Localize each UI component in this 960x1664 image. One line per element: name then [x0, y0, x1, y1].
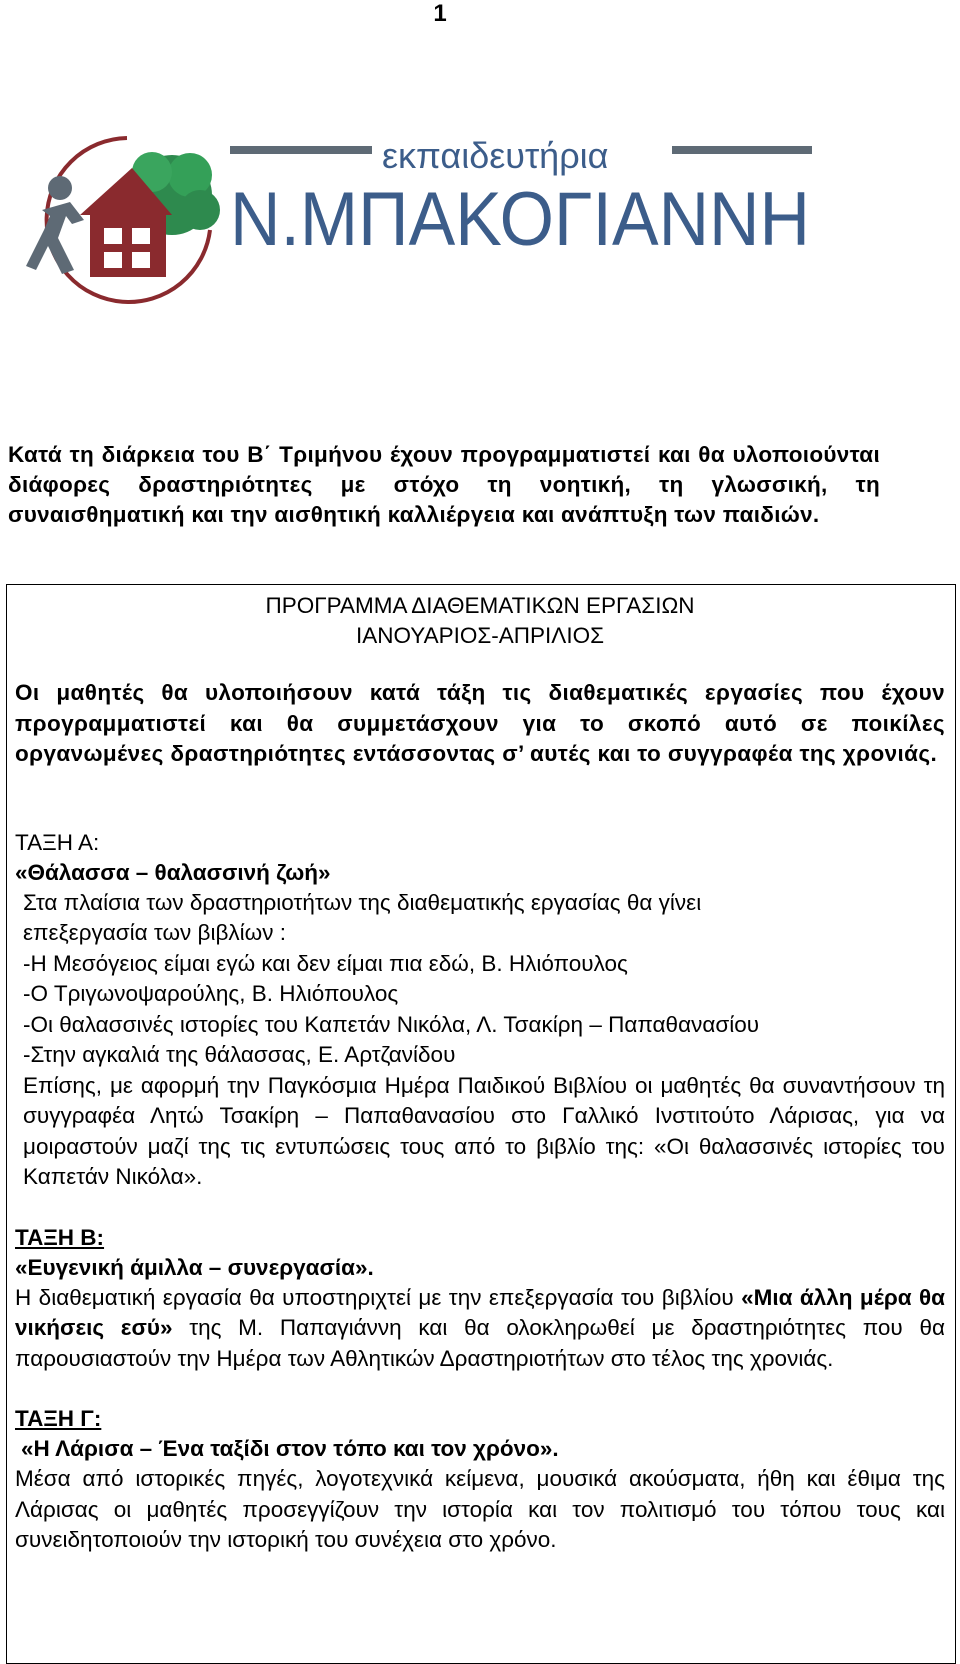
class-a-line: Στα πλαίσια των δραστηριοτήτων της διαθεματικής εργασίας θα γίνει [23, 889, 702, 915]
page-number: 1 [433, 0, 447, 27]
class-a-book: -Ο Τριγωνοψαρούλης, Β. Ηλιόπουλος [23, 981, 399, 1006]
program-intro: Οι μαθητές θα υλοποιήσουν κατά τάξη τις διαθεματικές εργασίες που έχουν προγραμματιστεί και θα συμμετάσχουν για το σκοπό αυτό σε ποικίλες οργανωμένες δραστηριότητες εντάσσοντας σ’ αυτές και το συγγραφέα της χρονιάς. [15, 680, 945, 766]
logo-emblem [26, 138, 220, 302]
class-a-heading: ΤΑΞΗ Α: [15, 829, 100, 855]
logo-main-text: Ν.ΜΠΑΚΟΓΙΑΝΝΗ [230, 177, 810, 262]
class-a-book: -Στην αγκαλιά της θάλασσας, Ε. Αρτζανίδου [23, 1042, 456, 1067]
class-a-book: -Οι θαλασσινές ιστορίες του Καπετάν Νικόλα, Λ. Τσακίρη – Παπαθανασίου [23, 1011, 760, 1037]
class-b-book-title: «Μια άλλη μέρα θα νικήσεις εσύ» [15, 1284, 946, 1340]
class-b-subtitle: «Ευγενική άμιλλα – συνεργασία». [15, 1254, 374, 1280]
school-logo [22, 120, 822, 310]
program-box [6, 584, 956, 1664]
class-a-book: -Η Μεσόγειος είμαι εγώ και δεν είμαι πια εδώ, Β. Ηλιόπουλος [23, 950, 628, 976]
logo-top-text: εκπαιδευτήρια [382, 135, 609, 176]
class-a-extra: Επίσης, με αφορμή την Παγκόσμια Ημέρα Παιδικού Βιβλίου οι μαθητές θα συναντήσουν τη συγγραφέα Λητώ Τσακίρη – Παπαθανασίου στο Γαλλικό Ινστιτούτο Λάρισας, για να μοιραστούν μαζί της τις εντυπώσεις τους από το βιβλίο της: «Οι θαλασσινές ιστορίες του Καπετάν Νικόλα». [23, 1072, 945, 1189]
class-b-text-after: της Μ. Παπαγιάννη και θα ολοκληρωθεί με δραστηριότητες που θα παρουσιαστούν την Ημέρα των Αθλητικών Δραστηριοτήτων στο τέλος της χρονιάς. [15, 1315, 945, 1371]
intro-paragraph: Κατά τη διάρκεια του Β΄ Τριμήνου έχουν προγραμματιστεί και θα υλοποιούνται διάφορες δραστηριότητες με στόχο τη νοητική, τη γλωσσική, τη συναισθηματική και την αισθητική καλλιέργεια και ανάπτυξη των παιδιών. [8, 442, 880, 527]
class-b-heading: ΤΑΞΗ Β: [15, 1224, 105, 1250]
class-b-text-before: Η διαθεματική εργασία θα υποστηριχτεί με την επεξεργασία του βιβλίου [15, 1284, 742, 1310]
class-c-heading: ΤΑΞΗ Γ: [15, 1406, 102, 1431]
class-b-text [15, 1283, 945, 1375]
program-period: ΙΑΝΟΥΑΡΙΟΣ-ΑΠΡΙΛΙΟΣ [356, 623, 604, 648]
class-c-text: Μέσα από ιστορικές πηγές, λογοτεχνικά κείμενα, μουσικά ακούσματα, ήθη και έθιμα της Λάρισας οι μαθητές προσεγγίζουν την ιστορία και τον πολιτισμό του τόπου τους και συνειδητοποιούν την ιστορική του συνέχεια στο χρόνο. [15, 1466, 945, 1552]
class-c-subtitle: «Η Λάρισα – Ένα ταξίδι στον τόπο και τον χρόνο». [21, 1436, 559, 1461]
class-a-line: επεξεργασία των βιβλίων : [23, 920, 286, 945]
class-a-subtitle: «Θάλασσα – θαλασσινή ζωή» [15, 859, 331, 885]
class-a-body [15, 888, 945, 1193]
program-title: ΠΡΟΓΡΑΜΜΑ ΔΙΑΘΕΜΑΤΙΚΩΝ ΕΡΓΑΣΙΩΝ [265, 593, 695, 618]
